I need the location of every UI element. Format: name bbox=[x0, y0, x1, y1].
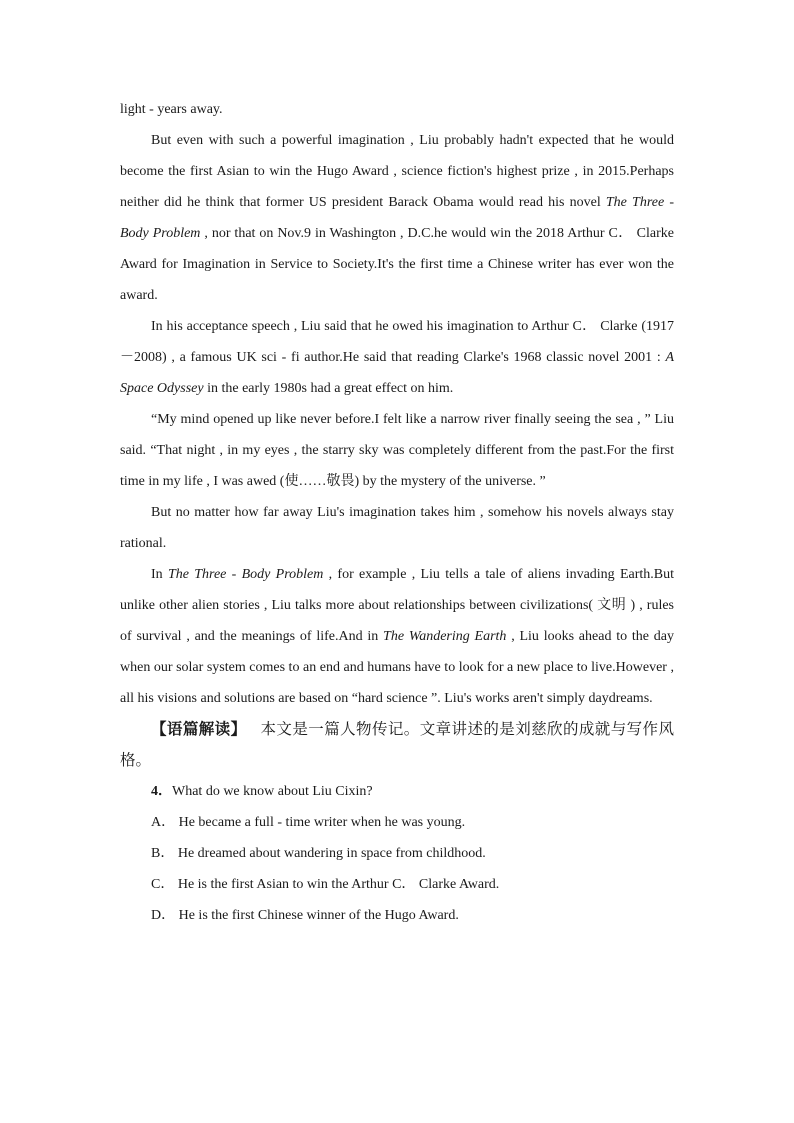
paragraph-5: In The Three - Body Problem , for example , Liu tells a tale of aliens invading Earth.But unlike other alien stories , Liu talks more about relationships between civilizations( 文明 ) , rules of survival , and the meanings of life.And in The Wandering Earth , Liu looks ahead to the day when our solar system comes to an end and humans have to look for a new place to live.However , all his visions and solutions are based on “hard science ”. Liu's works aren't simply daydreams. bbox=[120, 567, 675, 706]
question-number: 4． bbox=[151, 784, 172, 799]
option-a: A． He became a full - time writer when he was young. bbox=[151, 815, 466, 830]
paragraph-4: But no matter how far away Liu's imagination takes him , somehow his novels always stay rational. bbox=[120, 505, 674, 551]
summary-tag: 【语篇解读】 bbox=[151, 720, 247, 738]
paragraph-3: “My mind opened up like never before.I felt like a narrow river finally seeing the sea , ” Liu said. “That night , in my eyes , the starry sky was completely different from the past.For the first time in my life , I was awed (使……敬畏) by the mystery of the universe. ” bbox=[120, 412, 674, 489]
novel-title: The Three - Body Problem bbox=[120, 195, 674, 241]
novel-title: The Three - Body Problem bbox=[167, 567, 324, 582]
question-stem: 4．What do we know about Liu Cixin? bbox=[151, 784, 373, 799]
paragraph-0: light - years away. bbox=[120, 102, 223, 117]
option-d: D． He is the first Chinese winner of the Hugo Award. bbox=[151, 908, 459, 923]
summary bbox=[120, 714, 674, 776]
paragraph-1: But even with such a powerful imagination , Liu probably hadn't expected that he would become the first Asian to win the Hugo Award , science fiction's highest prize , in 2015.Perhaps neither did he think that former US president Barack Obama would read his novel The Three - Body Problem , nor that on Nov.9 in Washington , D.C.he would win the 2018 Arthur C． Clarke Award for Imagination in Service to Society.It's the first time a Chinese writer has ever won the award. bbox=[120, 133, 675, 303]
novel-title: A Space Odyssey bbox=[120, 350, 674, 396]
paragraph-2: In his acceptance speech , Liu said that he owed his imagination to Arthur C． Clarke (1917－2008) , a famous UK sci - fi author.He said that reading Clarke's 1968 classic novel 2001 : A Space Odyssey in the early 1980s had a great effect on him. bbox=[120, 319, 674, 396]
option-c: C． He is the first Asian to win the Arthur C． Clarke Award. bbox=[151, 877, 500, 892]
summary-text: 本文是一篇人物传记。文章讲述的是刘慈欣的成就与写作风格。 bbox=[120, 720, 674, 769]
passage-content bbox=[120, 94, 674, 931]
option-b: B． He dreamed about wandering in space from childhood. bbox=[151, 846, 486, 861]
novel-title: The Wandering Earth bbox=[383, 629, 507, 644]
